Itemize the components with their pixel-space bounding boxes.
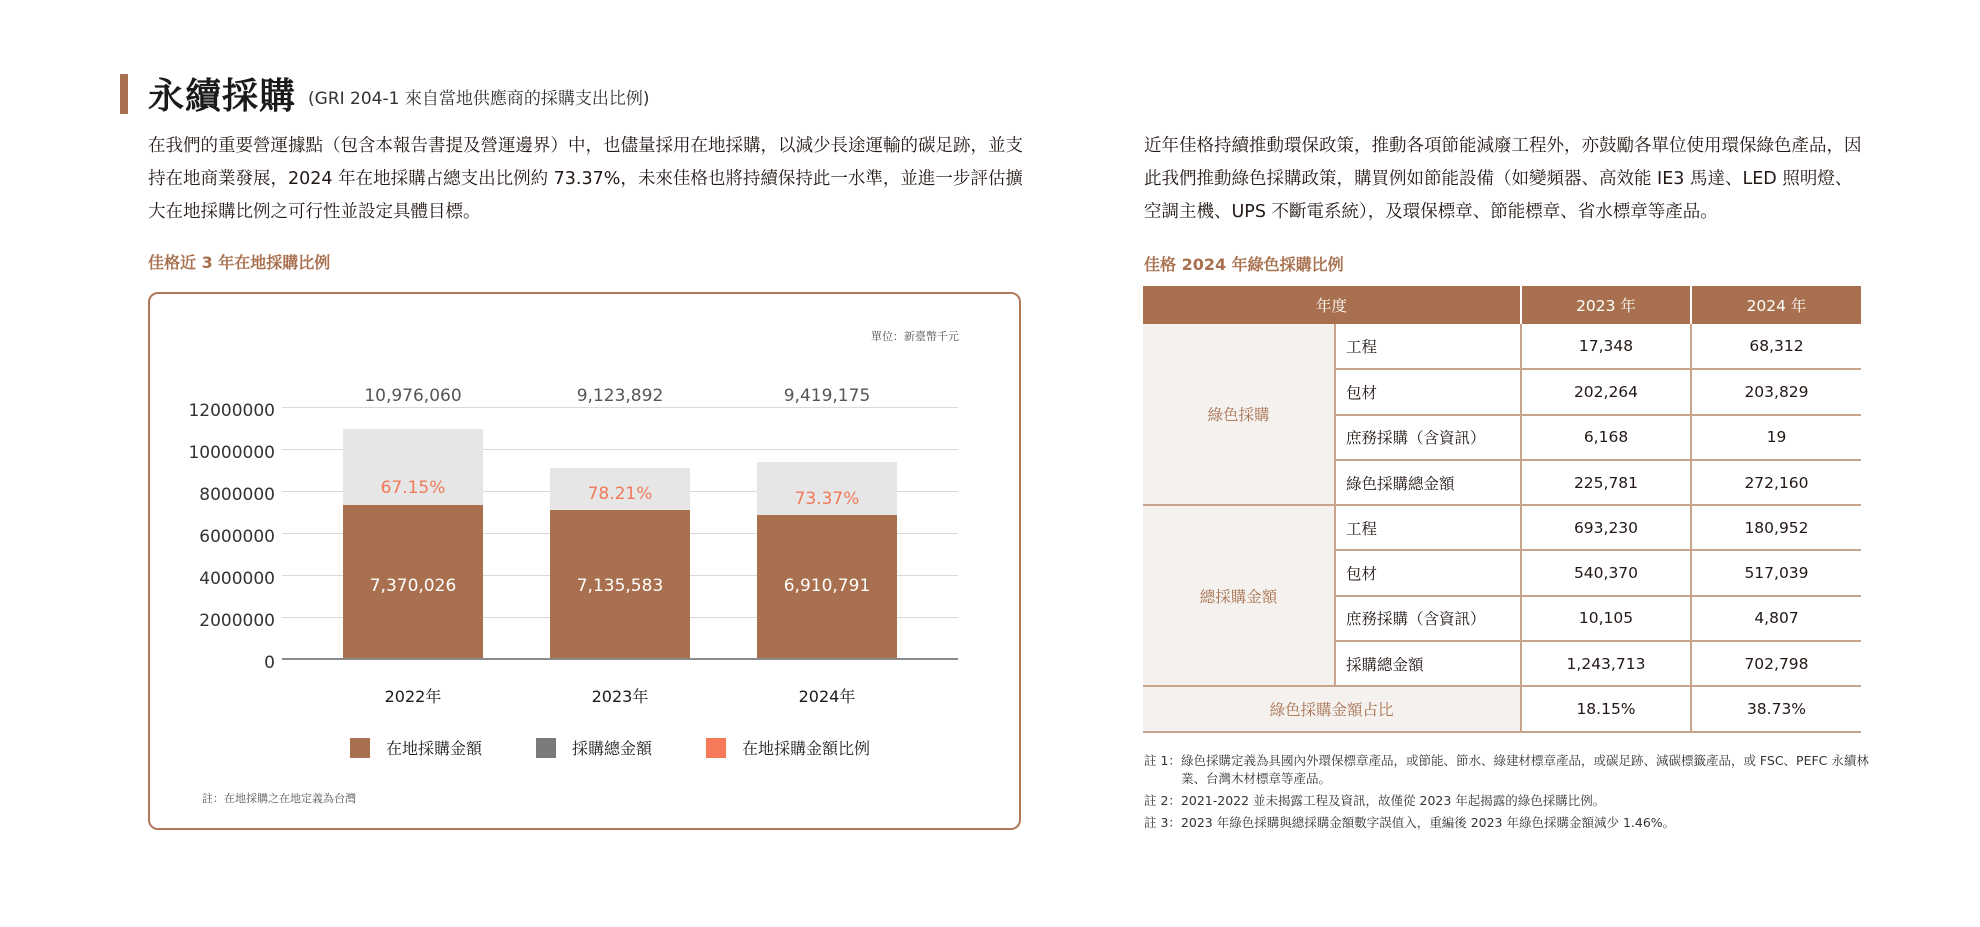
green-procurement-table xyxy=(1143,286,1861,733)
bar-local-label: 7,370,026 xyxy=(369,576,457,596)
cell-2024: 19 xyxy=(1691,415,1861,460)
legend-label: 在地採購金額比例 xyxy=(742,739,871,758)
green-procurement-table-title: 佳格 2024 年綠色採購比例 xyxy=(1144,255,1344,274)
local-procurement-chart xyxy=(148,292,1021,830)
header-year: 年度 xyxy=(1143,286,1521,324)
chart-footnote: 註：在地採購之在地定義為台灣 xyxy=(202,792,356,805)
header-2023: 2023 年 xyxy=(1521,286,1691,324)
x-axis-line xyxy=(282,658,958,660)
cell-2023: 225,781 xyxy=(1521,460,1691,505)
group-label-total: 總採購金額 xyxy=(1143,505,1335,686)
header-2024: 2024 年 xyxy=(1691,286,1861,324)
y-tick: 12000000 xyxy=(188,401,275,421)
y-tick: 8000000 xyxy=(199,485,275,505)
cell-2024: 38.73% xyxy=(1691,686,1861,731)
legend-item-total xyxy=(536,736,652,759)
summary-label: 綠色採購金額占比 xyxy=(1143,686,1521,731)
x-label: 2022年 xyxy=(384,687,442,706)
legend-swatch-icon xyxy=(536,738,556,758)
table-row xyxy=(1143,505,1861,550)
legend-item-ratio xyxy=(706,736,870,759)
cell-2023: 18.15% xyxy=(1521,686,1691,731)
summary-row xyxy=(1143,686,1861,731)
legend-swatch-icon xyxy=(706,738,726,758)
row-item: 工程 xyxy=(1335,324,1521,369)
page-title: 永續採購 xyxy=(148,76,297,117)
title-accent-bar xyxy=(120,74,128,114)
row-item: 包材 xyxy=(1335,550,1521,595)
row-item: 綠色採購總金額 xyxy=(1335,460,1521,505)
bar-pct-label: 78.21% xyxy=(587,484,653,504)
cell-2023: 17,348 xyxy=(1521,324,1691,369)
cell-2024: 180,952 xyxy=(1691,505,1861,550)
cell-2023: 6,168 xyxy=(1521,415,1691,460)
cell-2023: 202,264 xyxy=(1521,369,1691,414)
legend-label: 在地採購金額 xyxy=(386,739,483,758)
table-row xyxy=(1143,324,1861,369)
y-tick: 2000000 xyxy=(199,611,275,631)
cell-2024: 702,798 xyxy=(1691,641,1861,686)
group-label-green: 綠色採購 xyxy=(1143,324,1335,505)
cell-2024: 68,312 xyxy=(1691,324,1861,369)
green-procurement-paragraph: 近年佳格持續推動環保政策，推動各項節能減廢工程外，亦鼓勵各單位使用環保綠色產品，因此我們推動綠色採購政策，購買例如節能設備（如變頻器、高效能 IE3 馬達、LED 照明燈、空調主機、UPS 不斷電系統），及環保標章、節能標章、省水標章等產品。 xyxy=(1144,136,1862,222)
local-procurement-paragraph: 在我們的重要營運據點（包含本報告書提及營運邊界）中，也儘量採用在地採購，以減少長途運輸的碳足跡，並支持在地商業發展，2024 年在地採購占總支出比例約 73.37%，未來佳格也將持續保持此一水準，並進一步評估擴大在地採購比例之可行性並設定具體目標。 xyxy=(148,136,1023,222)
row-item: 包材 xyxy=(1335,369,1521,414)
cell-2023: 540,370 xyxy=(1521,550,1691,595)
table-footnotes xyxy=(1144,752,1874,836)
footnote-3: 註 3： 2023 年綠色採購與總採購金額數字誤值入，重編後 2023 年綠色採購金額減少 1.46%。 xyxy=(1144,815,1676,830)
cell-2023: 10,105 xyxy=(1521,596,1691,641)
chart-unit: 單位：新臺幣千元 xyxy=(871,330,959,343)
chart-legend xyxy=(350,736,924,759)
page-subtitle: (GRI 204-1 來自當地供應商的採購支出比例) xyxy=(308,89,650,109)
row-item: 工程 xyxy=(1335,505,1521,550)
y-tick: 0 xyxy=(264,653,275,673)
legend-item-local xyxy=(350,736,482,759)
legend-swatch-icon xyxy=(350,738,370,758)
cell-2024: 4,807 xyxy=(1691,596,1861,641)
y-tick: 4000000 xyxy=(199,569,275,589)
gridline xyxy=(282,407,958,408)
cell-2024: 203,829 xyxy=(1691,369,1861,414)
bar-local-label: 6,910,791 xyxy=(783,576,871,596)
bar-pct-label: 73.37% xyxy=(794,489,860,509)
cell-2023: 1,243,713 xyxy=(1521,641,1691,686)
table-header-row xyxy=(1143,286,1861,324)
y-tick: 10000000 xyxy=(188,443,275,463)
cell-2024: 272,160 xyxy=(1691,460,1861,505)
x-label: 2024年 xyxy=(798,687,856,706)
bar-total-label: 9,123,892 xyxy=(576,386,664,406)
bar-total-label: 9,419,175 xyxy=(783,386,871,406)
legend-label: 採購總金額 xyxy=(572,739,653,758)
footnote-1: 註 1： 綠色採購定義為具國內外環保標章產品，或節能、節水、綠建材標章產品，或碳足跡、減碳標籤產品，或 FSC、PEFC 永續林業、台灣木材標章等產品。 xyxy=(1144,753,1869,786)
bar-total-label: 10,976,060 xyxy=(364,386,462,406)
row-item: 庶務採購（含資訊） xyxy=(1335,415,1521,460)
row-item: 庶務採購（含資訊） xyxy=(1335,596,1521,641)
cell-2023: 693,230 xyxy=(1521,505,1691,550)
y-tick: 6000000 xyxy=(199,527,275,547)
cell-2024: 517,039 xyxy=(1691,550,1861,595)
row-item: 採購總金額 xyxy=(1335,641,1521,686)
local-procurement-chart-title: 佳格近 3 年在地採購比例 xyxy=(148,253,331,272)
x-label: 2023年 xyxy=(591,687,649,706)
bar-local-label: 7,135,583 xyxy=(576,576,664,596)
footnote-2: 註 2： 2021-2022 並未揭露工程及資訊，故僅從 2023 年起揭露的綠色採購比例。 xyxy=(1144,793,1606,808)
bar-pct-label: 67.15% xyxy=(380,478,446,498)
page-header xyxy=(120,68,649,119)
